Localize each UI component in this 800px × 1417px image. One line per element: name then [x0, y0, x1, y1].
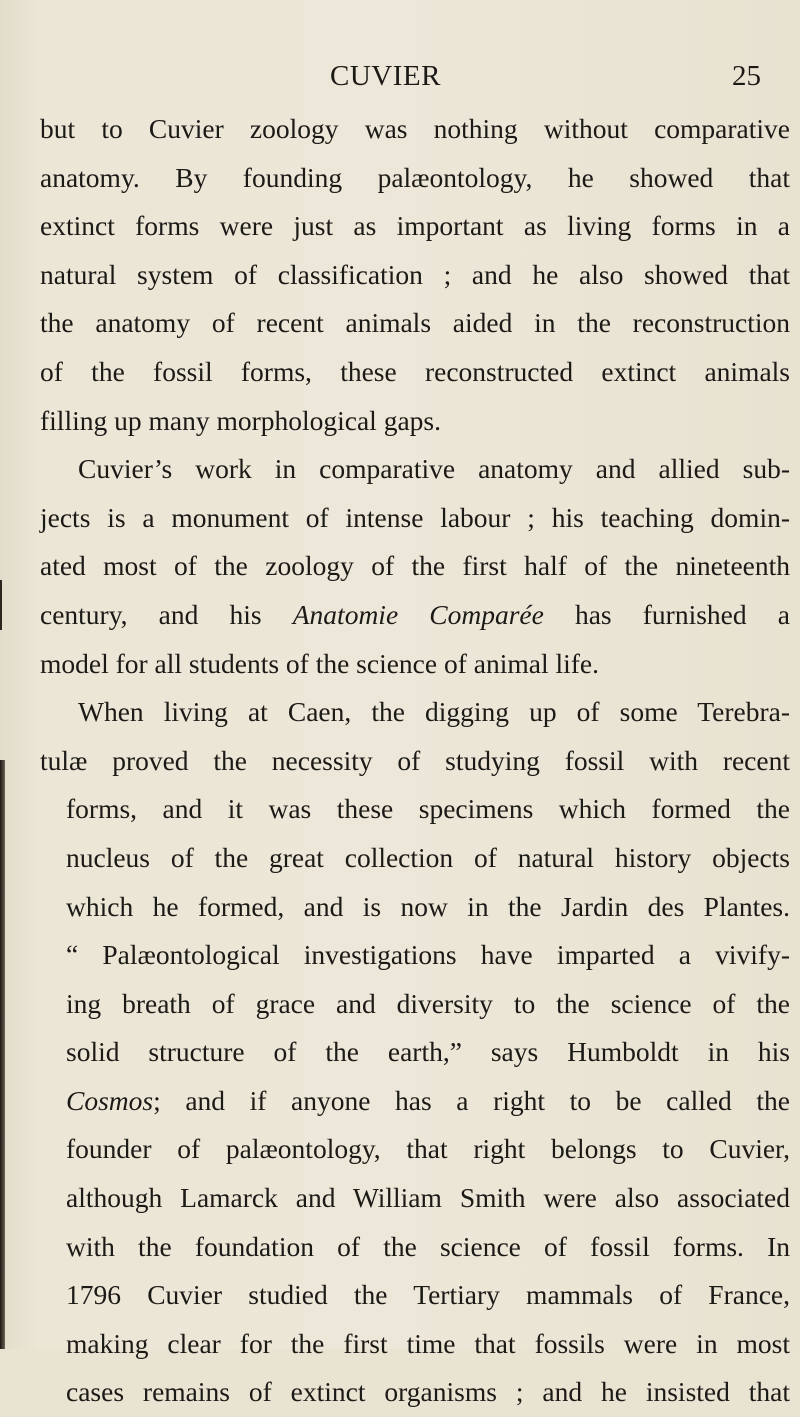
text-segment: with the foundation of the science of fossil forms. In	[66, 1230, 790, 1262]
text-segment: the anatomy of recent animals aided in the reconstruction	[40, 307, 790, 339]
text-segment: ing breath of grace and diversity to the science of the	[66, 987, 790, 1019]
text-line	[66, 1174, 790, 1223]
text-line	[66, 1271, 790, 1320]
text-segment: anatomy. By founding palæontology, he showed that	[40, 161, 790, 193]
text-line	[66, 1077, 790, 1126]
text-segment: ; and if anyone has a right to be called the	[153, 1084, 790, 1116]
text-segment: has furnished a	[543, 598, 790, 630]
text-line	[40, 737, 790, 786]
text-segment: forms, and it was these specimens which formed the	[66, 793, 790, 825]
text-line	[66, 883, 790, 932]
text-segment: of the fossil forms, these reconstructed extinct animals	[40, 355, 790, 387]
italic-text: Cosmos	[66, 1084, 154, 1116]
text-segment: but to Cuvier zoology was nothing without comparative	[40, 113, 790, 144]
text-line	[40, 397, 790, 446]
text-segment: 1796 Cuvier studied the Tertiary mammals of France,	[66, 1279, 790, 1311]
text-segment: Cuvier’s work in comparative anatomy and allied sub-	[78, 453, 790, 485]
text-segment: making clear for the first time that fossils were in most	[66, 1327, 790, 1359]
text-line	[40, 202, 790, 251]
text-segment: which he formed, and is now in the Jardin des Plantes.	[66, 890, 790, 922]
running-head	[0, 60, 800, 100]
text-line	[40, 445, 790, 494]
text-segment: founder of palæontology, that right belongs to Cuvier,	[66, 1133, 790, 1165]
text-segment: ated most of the zoology of the first half of the nineteenth	[40, 550, 790, 582]
text-line	[66, 785, 790, 834]
text-segment: solid structure of the earth,” says Humboldt in his	[66, 1036, 790, 1068]
text-line	[40, 299, 790, 348]
text-line	[40, 154, 790, 203]
text-line	[40, 105, 790, 154]
text-line	[66, 1125, 790, 1174]
text-line	[40, 251, 790, 300]
text-segment: cases remains of extinct organisms ; and he insisted that	[66, 1376, 790, 1408]
text-line	[66, 1320, 790, 1369]
text-segment: filling up many morphological gaps.	[40, 404, 441, 436]
text-segment: century, and his	[40, 598, 293, 630]
text-line	[66, 1368, 790, 1417]
italic-text: Anatomie Comparée	[292, 598, 544, 630]
running-head-title: CUVIER	[330, 60, 441, 92]
text-segment: jects is a monument of intense labour ; his teaching domin-	[40, 501, 790, 533]
text-line	[66, 1028, 790, 1077]
text-line	[40, 542, 790, 591]
text-segment: nucleus of the great collection of natural history objects	[66, 841, 790, 873]
text-line	[40, 688, 790, 737]
text-segment: model for all students of the science of animal life.	[40, 647, 599, 679]
text-line	[66, 931, 790, 980]
text-segment: “ Palæontological investigations have imparted a vivify-	[66, 939, 790, 971]
text-segment: tulæ proved the necessity of studying fossil with recent	[40, 744, 790, 776]
body-text	[40, 105, 790, 1417]
text-segment: extinct forms were just as important as living forms in a	[40, 210, 790, 242]
text-line	[66, 1223, 790, 1272]
text-line	[40, 348, 790, 397]
text-line	[40, 494, 790, 543]
text-line	[40, 640, 790, 689]
text-line	[40, 591, 790, 640]
page-number: 25	[732, 60, 761, 92]
text-segment: When living at Caen, the digging up of some Terebra-	[78, 696, 790, 728]
text-line	[66, 834, 790, 883]
page-edge-shadow	[0, 580, 2, 630]
page-edge-shadow	[0, 760, 5, 1349]
text-segment: although Lamarck and William Smith were also associated	[66, 1182, 790, 1214]
text-line	[66, 980, 790, 1029]
text-segment: natural system of classification ; and he also showed that	[40, 258, 790, 290]
